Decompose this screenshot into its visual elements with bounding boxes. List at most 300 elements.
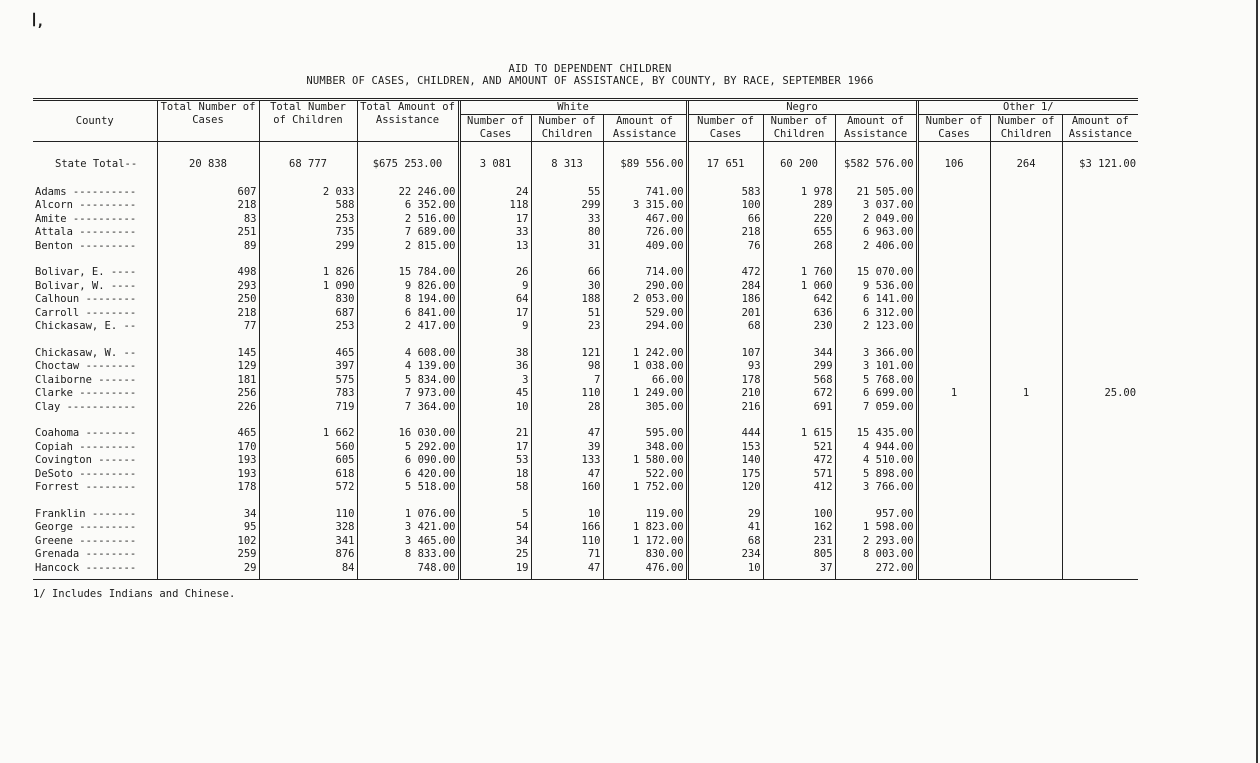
cell-other-amount	[1062, 199, 1138, 213]
cell-negro-children: 1 060	[763, 280, 835, 294]
cell-total-amount: 6 420.00	[357, 468, 459, 482]
cell-total-amount: $675 253.00	[357, 142, 459, 186]
table-row	[33, 199, 1138, 213]
cell-total-children: 605	[259, 454, 357, 468]
cell-other-children	[990, 495, 1062, 522]
table-row	[33, 454, 1138, 468]
county-name: Claiborne ------	[35, 373, 137, 386]
cell-total-cases: 607	[157, 186, 259, 200]
county-name: Franklin -------	[35, 507, 137, 520]
cell-other-amount: $3 121.00	[1062, 142, 1138, 186]
table-row	[33, 387, 1138, 401]
cell-negro-cases: 10	[687, 562, 763, 580]
cell-total-children: 465	[259, 334, 357, 361]
cell-other-children	[990, 521, 1062, 535]
cell-other-children	[990, 293, 1062, 307]
cell-white-cases: 21	[459, 414, 531, 441]
cell-negro-children: 1 760	[763, 253, 835, 280]
cell-other-cases	[917, 320, 990, 334]
cell-white-amount: 741.00	[603, 186, 687, 200]
cell-total-amount: 3 421.00	[357, 521, 459, 535]
cell-other-cases	[917, 240, 990, 254]
cell-negro-amount: 2 293.00	[835, 535, 917, 549]
cell-white-children: 47	[531, 414, 603, 441]
table-row	[33, 441, 1138, 455]
cell-total-cases: 129	[157, 360, 259, 374]
table-row	[33, 548, 1138, 562]
county-name: Coahoma --------	[35, 427, 137, 439]
cell-total-cases: 181	[157, 374, 259, 388]
cell-white-amount: 595.00	[603, 414, 687, 441]
cell-white-cases: 25	[459, 548, 531, 562]
cell-white-amount: 1 752.00	[603, 481, 687, 495]
cell-white-cases: 17	[459, 441, 531, 455]
cell-total-children: 397	[259, 360, 357, 374]
cell-negro-cases: 17 651	[687, 142, 763, 186]
county-name: Clay -----------	[35, 400, 137, 413]
cell-white-amount: 290.00	[603, 280, 687, 294]
cell-other-amount: 25.00	[1062, 387, 1138, 401]
cell-other-amount	[1062, 401, 1138, 415]
cell-total-amount: 2 417.00	[357, 320, 459, 334]
cell-total-children: 719	[259, 401, 357, 415]
state-total-row	[33, 142, 1138, 186]
cell-white-amount: 3 315.00	[603, 199, 687, 213]
cell-other-amount	[1062, 226, 1138, 240]
county-name: Choctaw --------	[35, 360, 137, 372]
cell-white-cases: 5	[459, 495, 531, 522]
cell-other-amount	[1062, 307, 1138, 321]
cell-white-amount: 409.00	[603, 240, 687, 254]
cell-other-amount	[1062, 280, 1138, 294]
cell-negro-children: 642	[763, 293, 835, 307]
county-name: Chickasaw, W. --	[35, 346, 137, 359]
cell-other-amount	[1062, 213, 1138, 227]
table-row	[33, 562, 1138, 580]
cell-total-amount: 4 139.00	[357, 360, 459, 374]
cell-negro-amount: 3 366.00	[835, 334, 917, 361]
cell-total-children: 1 662	[259, 414, 357, 441]
county-name: Carroll --------	[35, 306, 137, 319]
cell-total-cases: 83	[157, 213, 259, 227]
cell-other-children: 264	[990, 142, 1062, 186]
cell-other-children	[990, 307, 1062, 321]
cell-total-amount: 16 030.00	[357, 414, 459, 441]
cell-negro-children: 299	[763, 360, 835, 374]
cell-other-amount	[1062, 414, 1138, 441]
cell-other-cases	[917, 226, 990, 240]
cell-white-cases: 54	[459, 521, 531, 535]
cell-white-children: 47	[531, 468, 603, 482]
county-name: Forrest --------	[35, 481, 137, 493]
cell-total-children: 328	[259, 521, 357, 535]
cell-white-cases: 9	[459, 320, 531, 334]
cell-total-children: 588	[259, 199, 357, 213]
county-name: Adams ----------	[35, 185, 137, 198]
cell-total-children: 735	[259, 226, 357, 240]
cell-white-cases: 13	[459, 240, 531, 254]
cell-white-cases: 24	[459, 186, 531, 200]
cell-negro-cases: 444	[687, 414, 763, 441]
header-total-cases: Total Number of Cases	[157, 100, 259, 142]
cell-negro-children: 805	[763, 548, 835, 562]
cell-negro-children: 60 200	[763, 142, 835, 186]
cell-other-amount	[1062, 374, 1138, 388]
cell-total-amount: 6 090.00	[357, 454, 459, 468]
table-row	[33, 414, 1138, 441]
county-name: DeSoto ---------	[35, 467, 137, 480]
cell-total-cases: 193	[157, 454, 259, 468]
cell-negro-cases: 29	[687, 495, 763, 522]
cell-white-cases: 9	[459, 280, 531, 294]
cell-other-cases	[917, 307, 990, 321]
cell-total-children: 110	[259, 495, 357, 522]
cell-total-cases: 218	[157, 307, 259, 321]
county-name: Benton ---------	[35, 239, 137, 252]
table-title: AID TO DEPENDENT CHILDREN	[508, 63, 672, 75]
header-other-children: Number of Children	[990, 115, 1062, 142]
county-name: Chickasaw, E. --	[35, 320, 137, 332]
cell-negro-cases: 107	[687, 334, 763, 361]
cell-white-children: 166	[531, 521, 603, 535]
cell-total-cases: 498	[157, 253, 259, 280]
cell-negro-children: 655	[763, 226, 835, 240]
cell-total-cases: 145	[157, 334, 259, 361]
cell-other-amount	[1062, 186, 1138, 200]
cell-white-cases: 19	[459, 562, 531, 580]
cell-white-children: 10	[531, 495, 603, 522]
cell-other-cases: 106	[917, 142, 990, 186]
cell-other-cases	[917, 481, 990, 495]
header-total-children: Total Number of Children	[259, 100, 357, 142]
cell-negro-amount: 6 141.00	[835, 293, 917, 307]
cell-white-children: 66	[531, 253, 603, 280]
cell-total-amount: 5 834.00	[357, 374, 459, 388]
cell-total-amount: 9 826.00	[357, 280, 459, 294]
cell-other-amount	[1062, 293, 1138, 307]
cell-total-cases: 251	[157, 226, 259, 240]
cell-negro-children: 636	[763, 307, 835, 321]
cell-total-amount: 5 518.00	[357, 481, 459, 495]
county-name: Copiah ---------	[35, 440, 137, 453]
footnote: 1/ Includes Indians and Chinese.	[33, 588, 236, 600]
header-group-negro: Negro	[687, 100, 917, 115]
cell-total-children: 560	[259, 441, 357, 455]
cell-total-amount: 2 815.00	[357, 240, 459, 254]
cell-total-amount: 8 833.00	[357, 548, 459, 562]
cell-negro-children: 162	[763, 521, 835, 535]
cell-other-cases: 1	[917, 387, 990, 401]
cell-white-children: 28	[531, 401, 603, 415]
header-white-children: Number of Children	[531, 115, 603, 142]
cell-negro-amount: 2 123.00	[835, 320, 917, 334]
cell-white-amount: 348.00	[603, 441, 687, 455]
cell-negro-amount: 3 101.00	[835, 360, 917, 374]
cell-white-cases: 3	[459, 374, 531, 388]
county-name: George ---------	[35, 521, 137, 533]
cell-negro-amount: 5 768.00	[835, 374, 917, 388]
cell-negro-children: 231	[763, 535, 835, 549]
cell-other-amount	[1062, 562, 1138, 580]
cell-negro-children: 289	[763, 199, 835, 213]
cell-other-cases	[917, 548, 990, 562]
county-name: Alcorn ---------	[35, 199, 137, 211]
cell-white-children: 30	[531, 280, 603, 294]
header-negro-cases: Number of Cases	[687, 115, 763, 142]
table-subtitle: NUMBER OF CASES, CHILDREN, AND AMOUNT OF ASSISTANCE, BY COUNTY, BY RACE, SEPTEMBER 1966	[306, 75, 874, 87]
cell-other-children	[990, 535, 1062, 549]
cell-other-cases	[917, 562, 990, 580]
cell-white-cases: 17	[459, 307, 531, 321]
cell-white-cases: 118	[459, 199, 531, 213]
cell-white-children: 121	[531, 334, 603, 361]
cell-white-amount: 467.00	[603, 213, 687, 227]
cell-negro-children: 37	[763, 562, 835, 580]
cell-white-amount: $89 556.00	[603, 142, 687, 186]
cell-white-children: 8 313	[531, 142, 603, 186]
header-county: County	[33, 100, 157, 142]
cell-white-cases: 17	[459, 213, 531, 227]
cell-negro-cases: 41	[687, 521, 763, 535]
cell-negro-amount: 6 963.00	[835, 226, 917, 240]
cell-negro-cases: 284	[687, 280, 763, 294]
cell-total-amount: 2 516.00	[357, 213, 459, 227]
cell-other-amount	[1062, 320, 1138, 334]
cell-white-amount: 1 242.00	[603, 334, 687, 361]
cell-total-amount: 5 292.00	[357, 441, 459, 455]
cell-negro-amount: 4 944.00	[835, 441, 917, 455]
cell-negro-amount: 21 505.00	[835, 186, 917, 200]
table-row	[33, 186, 1138, 200]
cell-other-cases	[917, 293, 990, 307]
cell-negro-children: 100	[763, 495, 835, 522]
county-name: Attala ---------	[35, 226, 137, 238]
cell-total-cases: 20 838	[157, 142, 259, 186]
cell-negro-cases: 140	[687, 454, 763, 468]
cell-white-cases: 53	[459, 454, 531, 468]
cell-other-amount	[1062, 334, 1138, 361]
cell-other-children	[990, 548, 1062, 562]
cell-other-children	[990, 441, 1062, 455]
cell-other-cases	[917, 535, 990, 549]
cell-total-amount: 7 973.00	[357, 387, 459, 401]
county-name: Calhoun --------	[35, 293, 137, 305]
cell-other-children	[990, 253, 1062, 280]
cell-other-cases	[917, 454, 990, 468]
county-name: Bolivar, W. ----	[35, 279, 137, 292]
cell-negro-cases: 186	[687, 293, 763, 307]
page-edge-rule	[1256, 0, 1258, 763]
cell-total-cases: 77	[157, 320, 259, 334]
cell-white-children: 110	[531, 535, 603, 549]
cell-white-amount: 2 053.00	[603, 293, 687, 307]
cell-total-children: 876	[259, 548, 357, 562]
cell-other-cases	[917, 253, 990, 280]
cell-white-children: 110	[531, 387, 603, 401]
cell-other-amount	[1062, 360, 1138, 374]
cell-total-children: 618	[259, 468, 357, 482]
cell-total-cases: 178	[157, 481, 259, 495]
cell-total-amount: 15 784.00	[357, 253, 459, 280]
cell-negro-children: 1 978	[763, 186, 835, 200]
cell-negro-amount: 15 070.00	[835, 253, 917, 280]
cell-total-children: 572	[259, 481, 357, 495]
cell-other-cases	[917, 199, 990, 213]
cell-other-children	[990, 226, 1062, 240]
cell-negro-children: 672	[763, 387, 835, 401]
cell-white-amount: 476.00	[603, 562, 687, 580]
cell-total-cases: 250	[157, 293, 259, 307]
cell-white-children: 98	[531, 360, 603, 374]
cell-other-children	[990, 186, 1062, 200]
cell-total-children: 2 033	[259, 186, 357, 200]
cell-negro-children: 344	[763, 334, 835, 361]
table-row	[33, 240, 1138, 254]
cell-total-cases: 89	[157, 240, 259, 254]
cell-white-children: 31	[531, 240, 603, 254]
cell-negro-children: 412	[763, 481, 835, 495]
table-row	[33, 280, 1138, 294]
cell-white-children: 71	[531, 548, 603, 562]
table-row	[33, 307, 1138, 321]
cell-negro-children: 1 615	[763, 414, 835, 441]
cell-other-amount	[1062, 441, 1138, 455]
cell-white-children: 33	[531, 213, 603, 227]
cell-negro-cases: 472	[687, 253, 763, 280]
table-row	[33, 253, 1138, 280]
county-name: Bolivar, E. ----	[35, 266, 137, 278]
cell-negro-amount: 15 435.00	[835, 414, 917, 441]
cell-other-amount	[1062, 240, 1138, 254]
header-group-other: Other 1/	[917, 100, 1138, 115]
cell-other-cases	[917, 495, 990, 522]
cell-other-cases	[917, 280, 990, 294]
cell-other-amount	[1062, 535, 1138, 549]
county-name: Clarke ---------	[35, 387, 137, 399]
cell-negro-cases: 201	[687, 307, 763, 321]
cell-total-amount: 8 194.00	[357, 293, 459, 307]
cell-negro-amount: 2 406.00	[835, 240, 917, 254]
cell-white-cases: 58	[459, 481, 531, 495]
cell-other-amount	[1062, 521, 1138, 535]
county-name: Hancock --------	[33, 562, 157, 580]
cell-other-children	[990, 401, 1062, 415]
cell-negro-children: 521	[763, 441, 835, 455]
table-row	[33, 401, 1138, 415]
table-row	[33, 213, 1138, 227]
header-white-amount: Amount of Assistance	[603, 115, 687, 142]
cell-negro-cases: 93	[687, 360, 763, 374]
header-group-white: White	[459, 100, 687, 115]
cell-other-cases	[917, 360, 990, 374]
cell-total-amount: 1 076.00	[357, 495, 459, 522]
cell-negro-amount: 3 766.00	[835, 481, 917, 495]
cell-other-cases	[917, 414, 990, 441]
header-white-cases: Number of Cases	[459, 115, 531, 142]
cell-negro-cases: 120	[687, 481, 763, 495]
cell-white-children: 299	[531, 199, 603, 213]
cell-total-cases: 102	[157, 535, 259, 549]
table-row	[33, 320, 1138, 334]
cell-other-cases	[917, 186, 990, 200]
cell-negro-cases: 68	[687, 535, 763, 549]
cell-total-amount: 22 246.00	[357, 186, 459, 200]
cell-negro-amount: $582 576.00	[835, 142, 917, 186]
cell-total-cases: 293	[157, 280, 259, 294]
cell-other-amount	[1062, 548, 1138, 562]
cell-negro-children: 472	[763, 454, 835, 468]
header-negro-children: Number of Children	[763, 115, 835, 142]
cell-white-cases: 26	[459, 253, 531, 280]
county-name: Greene ---------	[35, 534, 137, 547]
cell-white-cases: 10	[459, 401, 531, 415]
header-total-amount: Total Amount of Assistance	[357, 100, 459, 142]
cell-white-amount: 1 823.00	[603, 521, 687, 535]
cell-negro-cases: 153	[687, 441, 763, 455]
cell-negro-cases: 175	[687, 468, 763, 482]
county-name: Grenada --------	[35, 548, 137, 560]
page-mark: ꟾ,	[32, 14, 45, 30]
table-row	[33, 468, 1138, 482]
cell-white-cases: 3 081	[459, 142, 531, 186]
cell-white-children: 47	[531, 562, 603, 580]
cell-total-children: 299	[259, 240, 357, 254]
cell-other-children	[990, 280, 1062, 294]
cell-total-children: 253	[259, 320, 357, 334]
cell-negro-children: 230	[763, 320, 835, 334]
cell-other-children: 1	[990, 387, 1062, 401]
cell-negro-children: 220	[763, 213, 835, 227]
cell-white-children: 39	[531, 441, 603, 455]
cell-white-cases: 34	[459, 535, 531, 549]
cell-total-children: 783	[259, 387, 357, 401]
cell-negro-cases: 234	[687, 548, 763, 562]
cell-other-children	[990, 360, 1062, 374]
cell-total-cases: 34	[157, 495, 259, 522]
table-row	[33, 495, 1138, 522]
cell-negro-amount: 7 059.00	[835, 401, 917, 415]
cell-white-amount: 830.00	[603, 548, 687, 562]
cell-total-cases: 193	[157, 468, 259, 482]
county-name: Amite ----------	[35, 212, 137, 225]
table-row	[33, 334, 1138, 361]
table-row	[33, 481, 1138, 495]
cell-white-amount: 1 038.00	[603, 360, 687, 374]
table-row	[33, 521, 1138, 535]
cell-total-amount: 748.00	[357, 562, 459, 580]
table-row	[33, 535, 1138, 549]
cell-white-amount: 294.00	[603, 320, 687, 334]
cell-negro-cases: 218	[687, 226, 763, 240]
cell-other-children	[990, 468, 1062, 482]
cell-white-cases: 33	[459, 226, 531, 240]
cell-other-children	[990, 481, 1062, 495]
cell-white-cases: 18	[459, 468, 531, 482]
cell-negro-amount: 6 699.00	[835, 387, 917, 401]
cell-negro-cases: 210	[687, 387, 763, 401]
cell-negro-cases: 100	[687, 199, 763, 213]
cell-other-cases	[917, 334, 990, 361]
cell-total-cases: 218	[157, 199, 259, 213]
cell-negro-amount: 6 312.00	[835, 307, 917, 321]
cell-other-children	[990, 562, 1062, 580]
cell-total-cases: 256	[157, 387, 259, 401]
table-body	[33, 142, 1138, 580]
cell-total-children: 1 090	[259, 280, 357, 294]
cell-other-amount	[1062, 253, 1138, 280]
cell-white-amount: 522.00	[603, 468, 687, 482]
cell-negro-amount: 4 510.00	[835, 454, 917, 468]
